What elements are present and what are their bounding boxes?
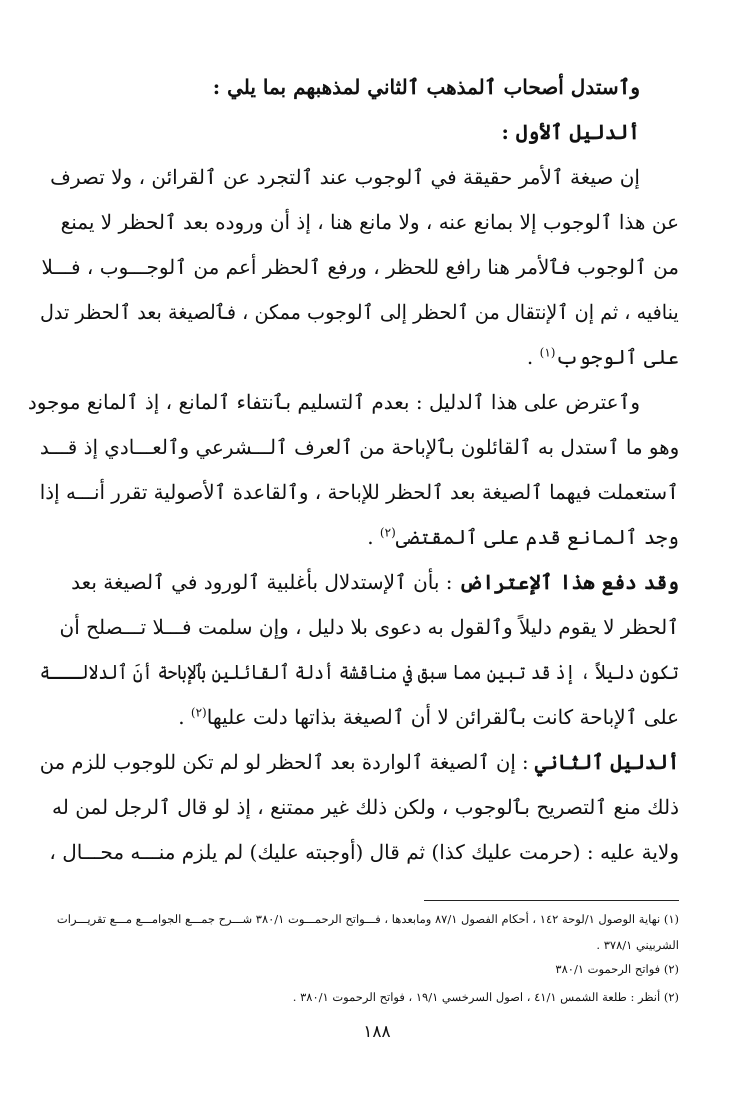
paragraph-3-line-2: ٱلحظر لا يقوم دليلاً وٱلقول به دعوى بلا دليل ، وإن سلمت فـــلا تـــصلح أن — [59, 615, 679, 639]
first-evidence-heading-text: ألدليل ٱلأول : — [501, 120, 640, 144]
paragraph-1-line-3: من ٱلوجوب فٱلأمر هنا رافع للحظر ، ورفع ٱلحظر أعم من ٱلوجـــوب ، فـــلا — [41, 255, 679, 279]
footnote-ref-1[interactable]: (١) — [539, 345, 556, 360]
footnote-2-marker: (٢) — [663, 962, 679, 976]
footnote-2: (٢) فواتح الرحموت ٣٨٠/١ — [555, 962, 679, 976]
footnote-ref-2[interactable]: (٢) — [379, 525, 396, 540]
paragraph-4-line-3: ولاية عليه : (حرمت عليك كذا) ثم قال (أوجبته عليك) لم يلزم منـــه محـــال ، — [49, 840, 679, 864]
footnote-1-marker: (١) — [663, 912, 679, 926]
paragraph-2-line-3: ٱستعملت فيهما ٱلصيغة بعد ٱلحظر للإباحة ، وٱلقاعدة ٱلأصولية تقرر أنـــه إذا — [40, 480, 679, 504]
paragraph-3-line-3: تكون دليلاً ، إذ قد تبين مما سبق في مناقشة أدلة ٱلقائلين بٱلإباحة أنَ ٱلدلالـــة — [40, 660, 679, 684]
second-evidence-label: ألدليل ٱلثاني — [534, 750, 679, 774]
paragraph-3-line-1: وقد دفع هذا ٱلإعتراض : بأن ٱلإستدلال بأغلبية ٱلورود في ٱلصيغة بعد — [71, 570, 679, 594]
objection-rebuttal-label: وقد دفع هذا ٱلإعتراض — [458, 570, 679, 594]
page-number: ١٨٨ — [363, 1022, 391, 1042]
section-heading — [213, 72, 640, 102]
section-heading-text: وٱستدل أصحاب ٱلمذهب ٱلثاني لمذهبهم بما يلي : — [212, 75, 640, 99]
paragraph-2-line-4: وجد ٱلمانع قدم على ٱلمقتضى$^{(٢)}$ . — [367, 525, 679, 549]
footnote-3-marker: (٢) — [663, 990, 679, 1004]
paragraph-2-line-1: وٱعترض على هذا ٱلدليل : بعدم ٱلتسليم بٱنتفاء ٱلمانع ، إذ ٱلمانع موجود — [27, 390, 640, 414]
paragraph-1-line-5: على ٱلوجوب$^{(١)}$ . — [526, 345, 679, 369]
paragraph-1-line-1: إن صيغة ٱلأمر حقيقة في ٱلوجوب عند ٱلتجرد عن ٱلقرائن ، ولا تصرف — [50, 165, 640, 189]
footnote-ref-3[interactable]: (٢) — [190, 705, 207, 720]
paragraph-2-line-2: وهو ما ٱستدل به ٱلقائلون بٱلإباحة من ٱلعرف ٱلـــشرعي وٱلعـــادي إذ قـــد — [39, 435, 679, 459]
paragraph-1-line-4: ينافيه ، ثم إن ٱلإنتقال من ٱلحظر إلى ٱلوجوب ممكن ، فٱلصيغة بعد ٱلحظر تدل — [40, 300, 679, 324]
footnote-divider — [424, 900, 679, 901]
footnote-3: (٢) أنظر : طلعة الشمس ٤١/١ ، اصول السرخسي ١٩/١ ، فواتح الرحموت ٣٨٠/١ . — [292, 990, 679, 1004]
first-evidence-heading — [502, 117, 641, 147]
footnote-1-continued: الشربيني ٣٧٨/١ . — [596, 938, 679, 952]
footnote-1: (١) نهاية الوصول ١/لوحة ١٤٢ ، أحكام الفصول ٨٧/١ ومابعدها ، فـــواتح الرحمـــوت ٣٨٠/١ شـــرح جمـــع الجوامـــع مـــع تقريـــرات — [56, 912, 679, 926]
paragraph-4-line-2: ذلك منع ٱلتصريح بٱلوجوب ، ولكن ذلك غير ممتنع ، إذ لو قال ٱلرجل لمن له — [52, 795, 679, 819]
paragraph-4-line-1: ألدليل ٱلثاني : إن ٱلصيغة ٱلواردة بعد ٱلحظر لو لم تكن للوجوب للزم من — [39, 750, 679, 774]
paragraph-3-line-4: على ٱلإباحة كانت بٱلقرائن لا أن ٱلصيغة بذاتها دلت عليها$^{(٢)}$ . — [178, 705, 679, 729]
paragraph-1-line-2: عن هذا ٱلوجوب إلا بمانع عنه ، ولا مانع هنا ، إذ أن وروده بعد ٱلحظر لا يمنع — [60, 210, 679, 234]
